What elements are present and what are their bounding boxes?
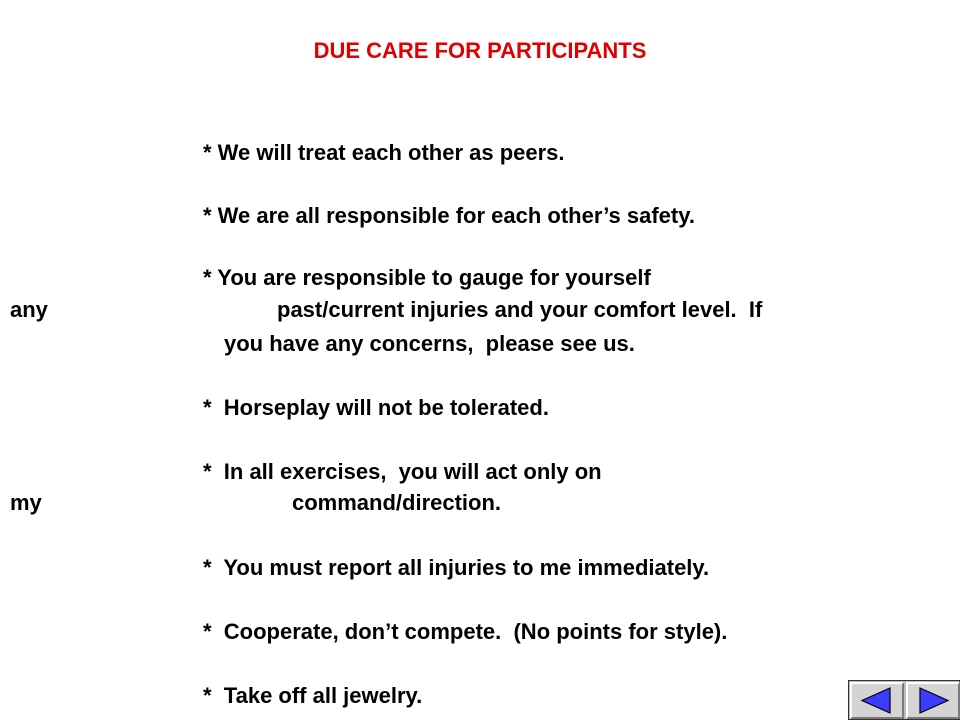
rule-jewelry: * Take off all jewelry. [203,683,423,708]
rule-act-wrap-word: my [10,490,42,515]
slide-title: DUE CARE FOR PARTICIPANTS [313,38,647,63]
next-slide-button[interactable] [906,682,960,719]
rule-treat-peers: * We will treat each other as peers. [203,140,565,165]
previous-slide-button[interactable] [850,682,904,719]
slide-navigation [848,680,960,720]
previous-slide-icon [852,684,902,717]
rule-cooperate: * Cooperate, don’t compete. (No points for style). [203,619,728,644]
rule-report-injuries: * You must report all injuries to me immediately. [203,555,710,580]
next-slide-icon [908,684,958,717]
rule-act-continued: command/direction. [292,490,502,515]
rule-horseplay: * Horseplay will not be tolerated. [203,395,549,420]
rule-act-on-command: * In all exercises, you will act only on [203,459,602,484]
rule-gauge-wrap-word: any [10,297,48,322]
rule-gauge-continued: past/current injuries and your comfort level. If [277,297,763,322]
rule-gauge-yourself: * You are responsible to gauge for yourself [203,265,651,290]
rule-safety: * We are all responsible for each other’s safety. [203,203,695,228]
rule-gauge-concerns: you have any concerns, please see us. [224,331,635,356]
